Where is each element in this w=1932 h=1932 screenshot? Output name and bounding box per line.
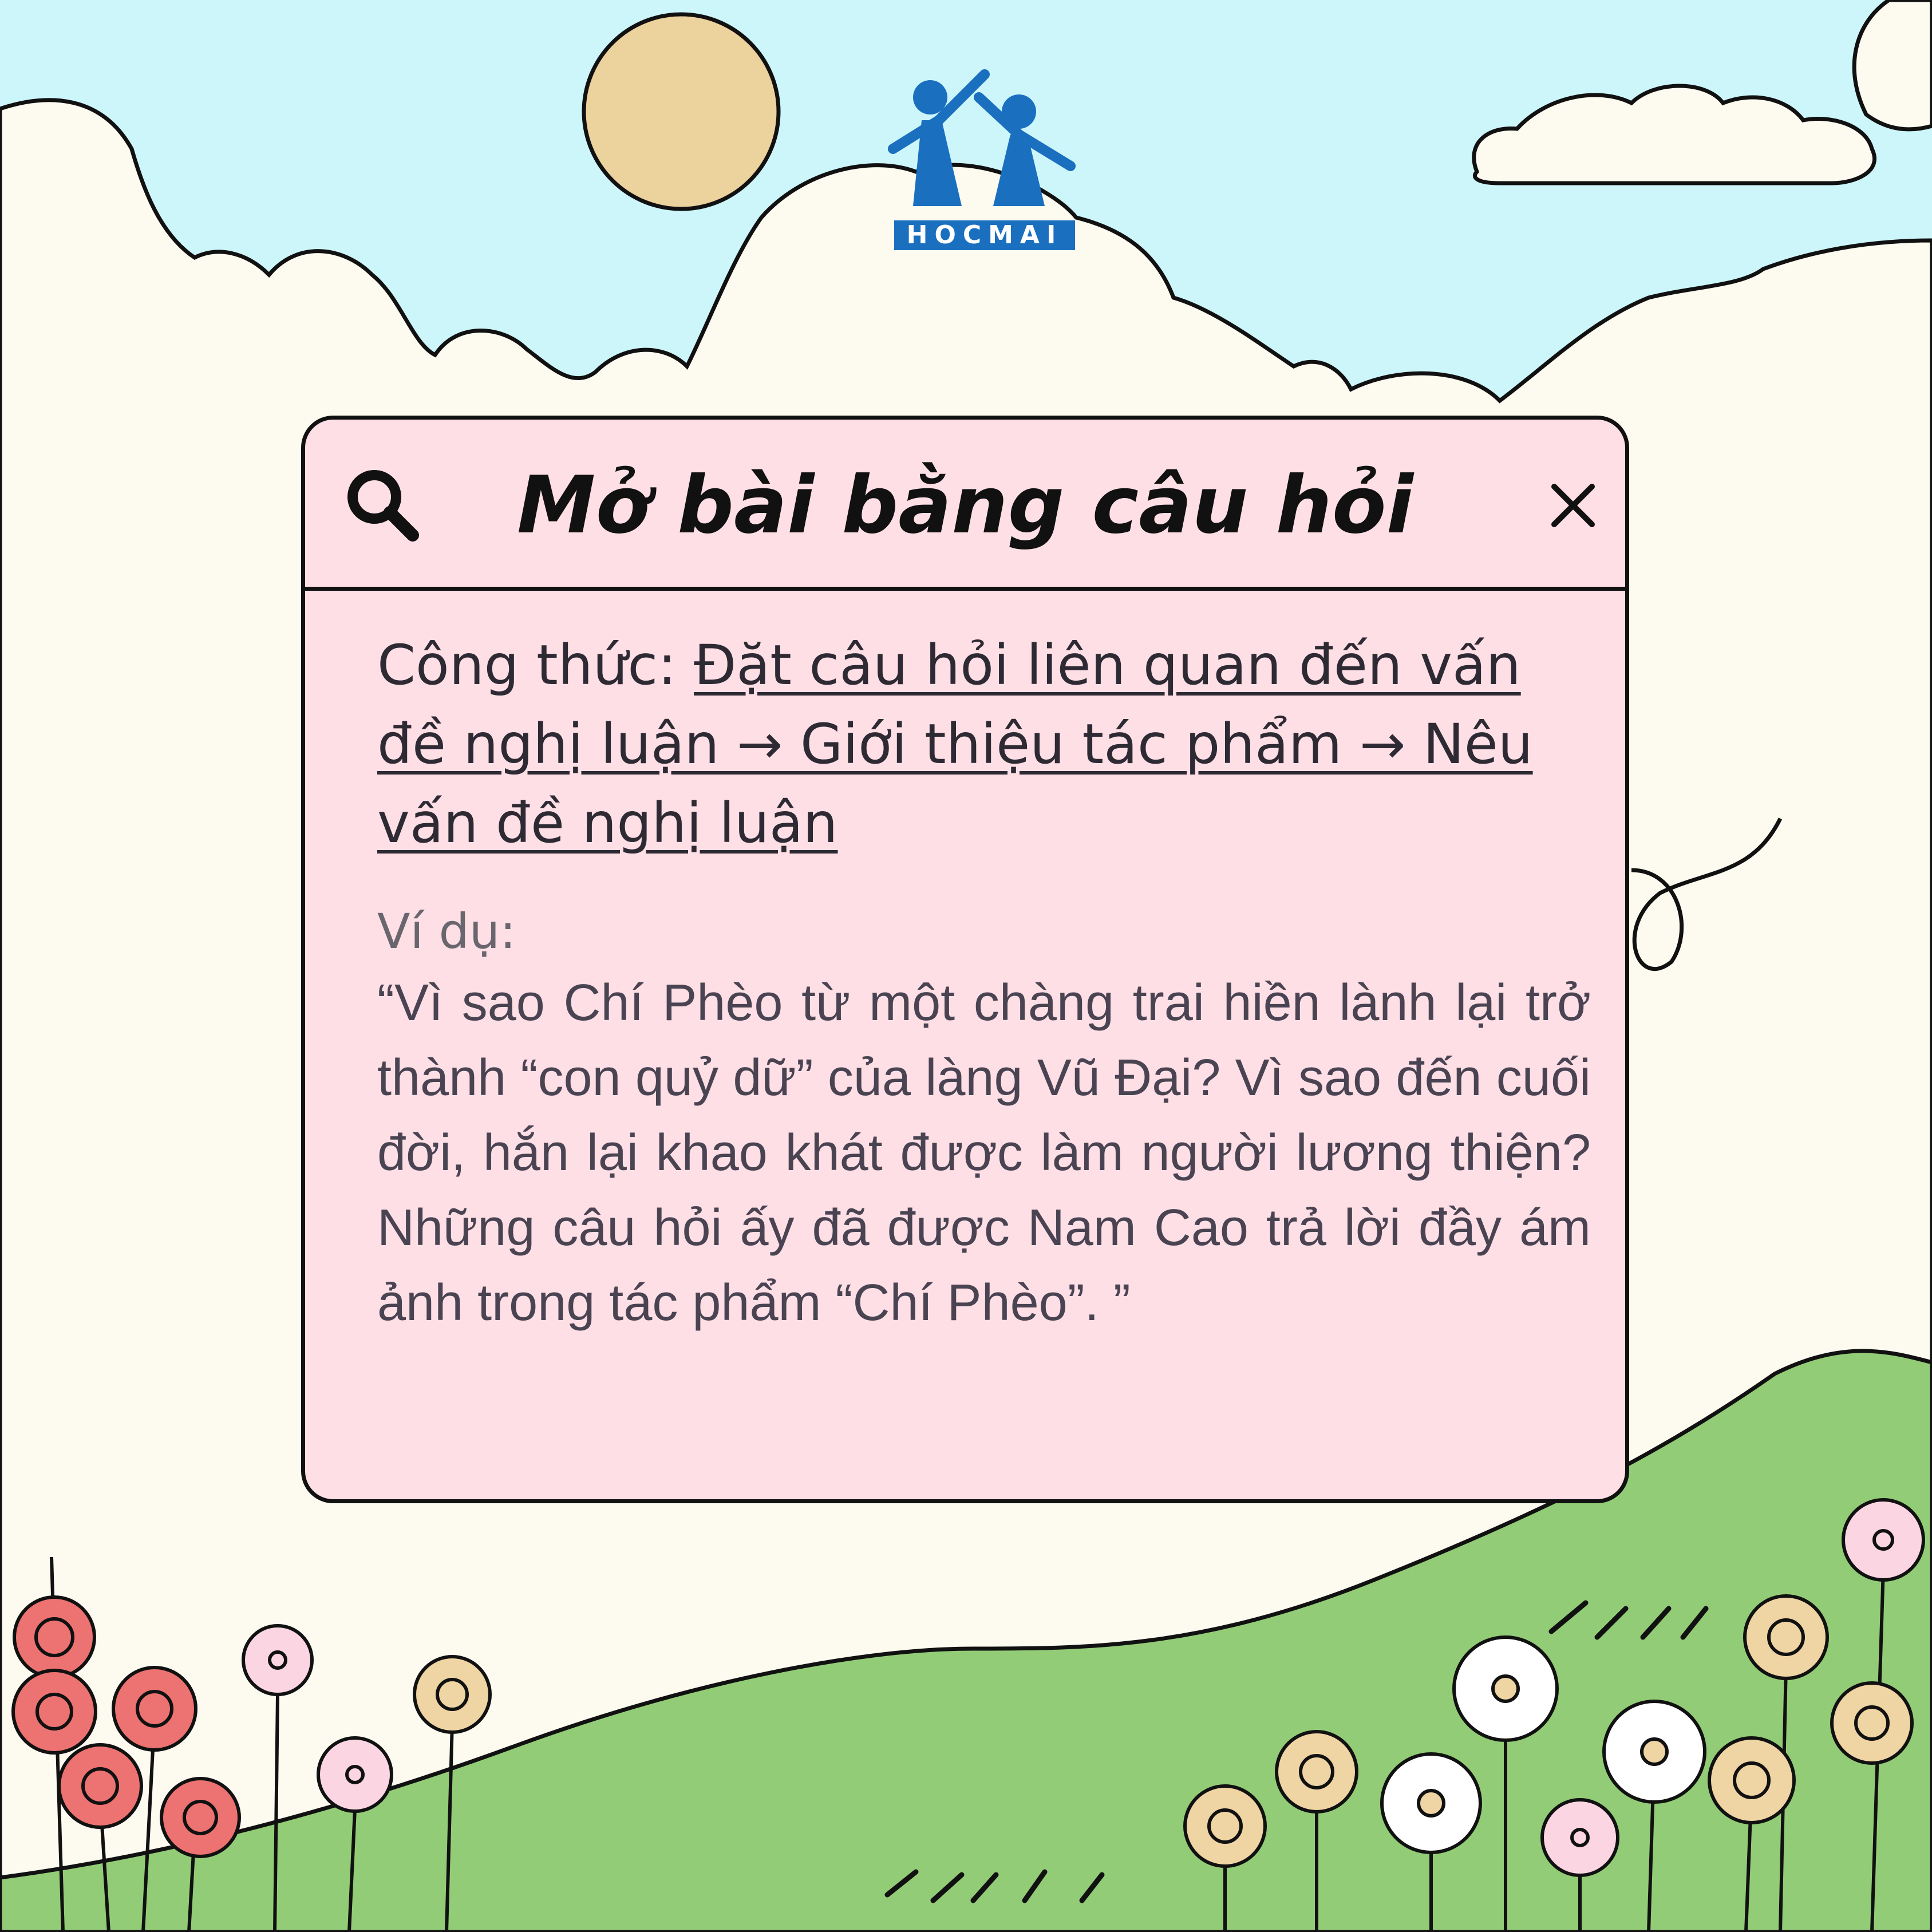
window-title: Mở bài bằng câu hỏi: [517, 459, 1413, 551]
info-window: [301, 416, 1629, 1503]
logo-text: HOCMAI: [894, 220, 1075, 250]
window-body: [377, 626, 1591, 1341]
logo-figures-icon: [882, 69, 1088, 218]
formula-text: Đặt câu hỏi liên quan đến vấn đề nghị luận → Giới thiệu tác phẩm → Nêu vấn đề nghị luận: [377, 633, 1533, 855]
hocmai-logo: [882, 69, 1088, 258]
sun: [584, 14, 779, 209]
example-label: Ví dụ:: [377, 903, 516, 959]
close-icon[interactable]: [1547, 480, 1599, 531]
formula-label: Công thức:: [377, 633, 694, 697]
example-text: “Vì sao Chí Phèo từ một chàng trai hiền lành lại trở thành “con quỷ dữ” của làng Vũ Đại? Vì sao đến cuối đời, hắn lại khao khát được làm người lương thiện? Những câu hỏi ấy đã được Nam Cao trả lời đầy ám ảnh trong tác phẩm “Chí Phèo”. ”: [377, 974, 1591, 1332]
window-titlebar: [305, 420, 1625, 591]
rose-flower: [13, 1670, 96, 1753]
formula-paragraph: [377, 626, 1591, 863]
yellow-flower: [1832, 1683, 1912, 1763]
